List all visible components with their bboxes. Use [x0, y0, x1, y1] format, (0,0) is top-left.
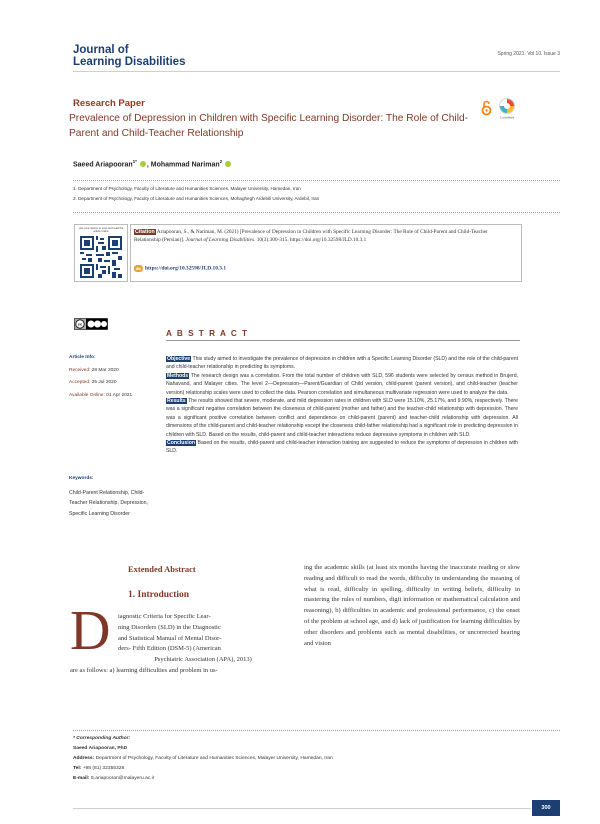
conclusion-text: Based on the results, child-parent and child-teacher interaction training are suggested to reduce the symptoms of depression in children with SLD.	[166, 440, 518, 455]
online-value: 01 Apr 2021	[106, 393, 133, 398]
intro-right-column: ing the academic skills (at least six months having the inaccurate reading or slow reading and difficult to read the words, difficulty in understanding the meaning of what is read, difficulty in spelling, difficulty in writing beliefs, difficulty in mastering the rules of numbers, digit information or mathematical calculation and reasoning), b) difficulties in academic and professional performance, c) the onset of the problem at school age, and d) lack of justification for learning difficulties by other disorders and problems such as mental disabilities, or uncorrected hearing and vision	[304, 564, 520, 647]
intro-line: ning Disorders (SLD) in the Diagnostic	[118, 623, 221, 631]
objective-label: Objective	[167, 356, 191, 362]
author-2[interactable]: Mohammad Nariman	[150, 161, 220, 169]
accepted-date	[69, 380, 117, 385]
author-1[interactable]: Saeed Ariapooran	[73, 161, 133, 169]
corresponding-name: Saeed Ariapooran, PhD	[73, 746, 128, 751]
citation-body: Ariapooran, S., & Nariman, M. (2021) [Prevalence of Depression in Children with Specific Learning Disorder: The Role of Child-Parent and Child-Teacher Relationship (Persian)].	[134, 229, 488, 244]
keywords-title: Keywords:	[69, 476, 94, 481]
qr-panel	[74, 224, 128, 282]
paper-type: Research Paper	[73, 98, 145, 109]
objective-text: This study aimed to investigate the prevalence of depression in children with a Specific Learning Disorder (SLD) and the role of the child-parent and child-teacher relationship in predicting its symptoms.	[166, 356, 518, 371]
author-2-affil: 2	[219, 159, 223, 164]
creative-commons-license-icon[interactable]	[74, 318, 108, 330]
methods-label: Methods	[167, 372, 189, 379]
divider	[73, 212, 560, 213]
email-label: E-mail:	[73, 776, 90, 781]
orcid-icon[interactable]	[225, 161, 231, 167]
intro-line: iagnostic Criteria for Specific Lear-	[118, 613, 211, 620]
intro-first-lines	[118, 612, 288, 666]
online-date	[69, 393, 132, 398]
article-info-title: Article Info:	[69, 355, 96, 360]
qr-code-icon[interactable]	[80, 236, 122, 278]
corresponding-tel	[73, 766, 124, 771]
results-label: Results	[167, 398, 186, 405]
open-access-icon	[480, 100, 493, 116]
doi-icon: doi	[135, 266, 142, 271]
address-label: Address:	[73, 756, 95, 761]
tel-label: Tel:	[73, 766, 82, 771]
abstract-heading: A B S T R A C T	[166, 329, 249, 338]
author-1-affil: 1*	[132, 159, 137, 164]
received-date	[69, 368, 119, 373]
citation-journal: Journal of Learning Disabilities.	[185, 237, 256, 244]
citation-text	[134, 228, 512, 244]
address-value: Department of Psychology, Faculty of Literature and Humanities Sciences, Malayer University, Hamedan, Iran	[95, 756, 333, 761]
svg-text:cc: cc	[77, 321, 83, 327]
divider	[73, 180, 560, 181]
received-label: Received:	[69, 368, 91, 373]
intro-line: and Statistical Manual of Mental Disor-	[118, 634, 222, 642]
issue-info: Spring 2021. Vol 10. Issue 3	[497, 51, 560, 57]
keywords-label	[69, 476, 94, 481]
tel-value: +98 (81) 32355328	[82, 766, 125, 771]
introduction-heading: 1. Introduction	[128, 590, 190, 600]
abstract-divider	[166, 340, 520, 341]
citation-box	[130, 224, 522, 282]
footer-divider	[73, 808, 531, 809]
intro-continuation: are as follows: a) learning difficulties and problem in us-	[70, 667, 218, 674]
qr-caption: Use your device to scan and read the article online	[78, 227, 124, 234]
page-number: 300	[532, 800, 560, 816]
corresponding-label: * Corresponding Author:	[73, 736, 131, 741]
citation-label: Citation	[135, 229, 155, 235]
received-value: 28 Mar 2020	[91, 368, 119, 373]
online-label: Available Online:	[69, 393, 105, 398]
email-value[interactable]: S.ariapooran@malayeru.ac.ir	[90, 776, 155, 781]
author-list: Saeed Ariapooran$^{1*}$ , Mohammad Nariman$^2$	[73, 159, 232, 168]
journal-logo	[73, 44, 185, 68]
conclusion-label: Conclusion	[167, 440, 195, 447]
journal-name-line2: Learning Disabilities	[73, 56, 186, 68]
abstract-body	[166, 355, 518, 456]
citation-doi-text[interactable]: https://doi.org/10.32598/JLD.10.3.1	[289, 237, 367, 244]
corresponding-address	[73, 756, 333, 761]
intro-line: Psychiatric Association (APA), 2013)	[154, 656, 252, 664]
article-info-label	[69, 355, 96, 360]
accepted-value: 25 Jul 2020	[91, 380, 117, 385]
journal-name-line1: Journal of	[73, 44, 129, 56]
extended-abstract-heading: Extended Abstract	[128, 564, 196, 574]
keywords-text: Child-Parent Relationship, Child-Teacher Relationship, Depression, Specific Learning Disorder	[69, 490, 149, 517]
affiliation-2: 2. Department of Psychology, Faculty of Literature and Humanities Sciences, Mohaghegh Ardebili University, Ardebil, Iran	[73, 196, 320, 201]
article-title: Prevalence of Depression in Children with Specific Learning Disorder: The Role of Child-Parent and Child-Teacher Relationship	[69, 113, 469, 139]
intro-line: ders- Fifth Edition (DSM-5) (American	[118, 645, 221, 653]
crossmark-icon[interactable]	[499, 98, 515, 120]
affiliation-1: 1. Department of Psychology, Faculty of Literature and Humanities Sciences, Malayer University, Hamedan, Iran	[73, 186, 301, 191]
corresponding-email	[73, 776, 154, 781]
drop-cap: D	[70, 600, 111, 662]
citation-volume: 10(3):300-315.	[256, 237, 289, 244]
doi-row	[134, 265, 226, 272]
results-text: The results showed that severe, moderate, and mild depression rates in children with SLD were 15.10%, 25.17%, and 9.90%, respectively. There was a significant negative correlation between the closeness of child-parent (mother and father) and the teacher-child relationship with depression. There was a significant positive correlation between conflict and dependence on child-parent (parent) and teacher-child relationship with depression. All dimensions of the child-parent and child-teacher relationship except the closeness child-father relationship had a significant role in predicting depression in children with SLD. Based on the results, child-parent and child-teacher interactions reduce depressive symptoms in children with SLD.	[166, 398, 519, 438]
methods-text: The research design was a correlation. From the total number of children with SLD, 596 students were selected by census method in Brujerd, Nahavand, and Malayer cities. The level 2—Depression—Parent/Guardian of Child version, child-parent (parent version), and child-teacher (teacher version) relationship scales were used to collect the data. Pearson correlation and simultaneous multivariate regression were used to analyze the data.	[166, 372, 519, 396]
header-divider	[73, 71, 560, 72]
doi-link[interactable]: https://doi.org/10.32598/JLD.10.3.1	[145, 265, 227, 272]
svg-text:CrossMark: CrossMark	[499, 115, 515, 120]
corresponding-divider	[73, 730, 560, 731]
accepted-label: Accepted:	[69, 380, 91, 385]
orcid-icon[interactable]	[140, 161, 146, 167]
